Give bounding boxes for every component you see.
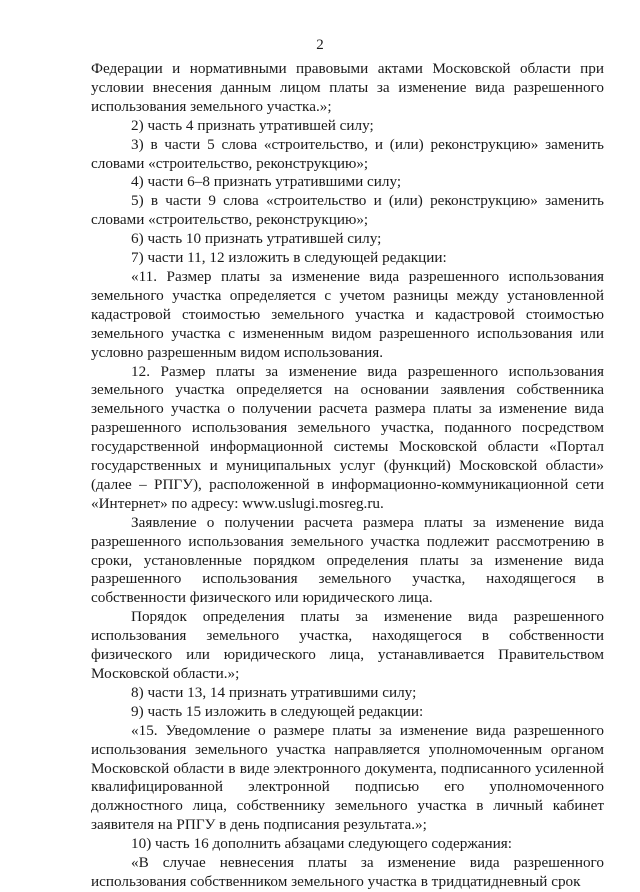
document-body [91, 60, 604, 892]
paragraph: 12. Размер платы за изменение вида разрешенного использования земельного участка определяется на основании заявления собственника земельного участка о получении расчета размера платы за изменение вида разрешенного использования земельного участка, поданного посредством государственной информационной системы Московской области «Портал государственных и муниципальных услуг (функций) Московской области» (далее – РПГУ), расположенной в информационно-коммуникационной сети «Интернет» по адресу: www.uslugi.mosreg.ru. [91, 362, 604, 512]
paragraph: 5) в части 9 слова «строительство и (или) реконструкцию» заменить словами «строительство, реконструкцию»; [91, 192, 604, 229]
paragraph: «В случае невнесения платы за изменение вида разрешенного использования собственником земельного участка в тридцатидневный срок [91, 854, 604, 890]
paragraph: Федерации и нормативными правовыми актами Московской области при условии внесения данным лицом платы за изменение вида разрешенного использования земельного участка.»; [91, 60, 604, 115]
paragraph: 3) в части 5 слова «строительство, и (или) реконструкцию» заменить словами «строительство, реконструкцию»; [91, 135, 604, 172]
paragraph: Порядок определения платы за изменение вида разрешенного использования земельного участка, находящегося в собственности физического или юридического лица, устанавливается Правительством Московской области.»; [91, 608, 604, 682]
paragraph: «15. Уведомление о размере платы за изменение вида разрешенного использования земельного участка направляется уполномоченным органом Московской области в виде электронного документа, подписанного усиленной квалифицированной электронной подписью его уполномоченного должностного лица, собственнику земельного участка в личный кабинет заявителя на РПГУ в день подписания результата.»; [91, 721, 604, 834]
paragraph: 4) части 6–8 признать утратившими силу; [131, 173, 402, 191]
paragraph: 2) часть 4 признать утратившей силу; [131, 116, 374, 134]
paragraph: 10) часть 16 дополнить абзацами следующего содержания: [131, 835, 513, 853]
paragraph: 7) части 11, 12 изложить в следующей редакции: [131, 249, 447, 267]
paragraph: «11. Размер платы за изменение вида разрешенного использования земельного участка определяется с учетом разницы между установленной кадастровой стоимостью земельного участка и кадастровой стоимостью земельного участка с измененным видом разрешенного использования или условно разрешенным видом использования. [91, 267, 604, 361]
paragraph: 6) часть 10 признать утратившей силу; [131, 230, 382, 248]
paragraph: 8) части 13, 14 признать утратившими силу; [131, 683, 417, 701]
paragraph: 9) часть 15 изложить в следующей редакции: [131, 702, 424, 720]
page-number: 2 [316, 37, 324, 53]
paragraph: Заявление о получении расчета размера платы за изменение вида разрешенного использования земельного участка подлежит рассмотрению в сроки, установленные порядком определения платы за изменение вида разрешенного использования земельного участка, находящегося в собственности физического или юридического лица. [91, 513, 604, 607]
